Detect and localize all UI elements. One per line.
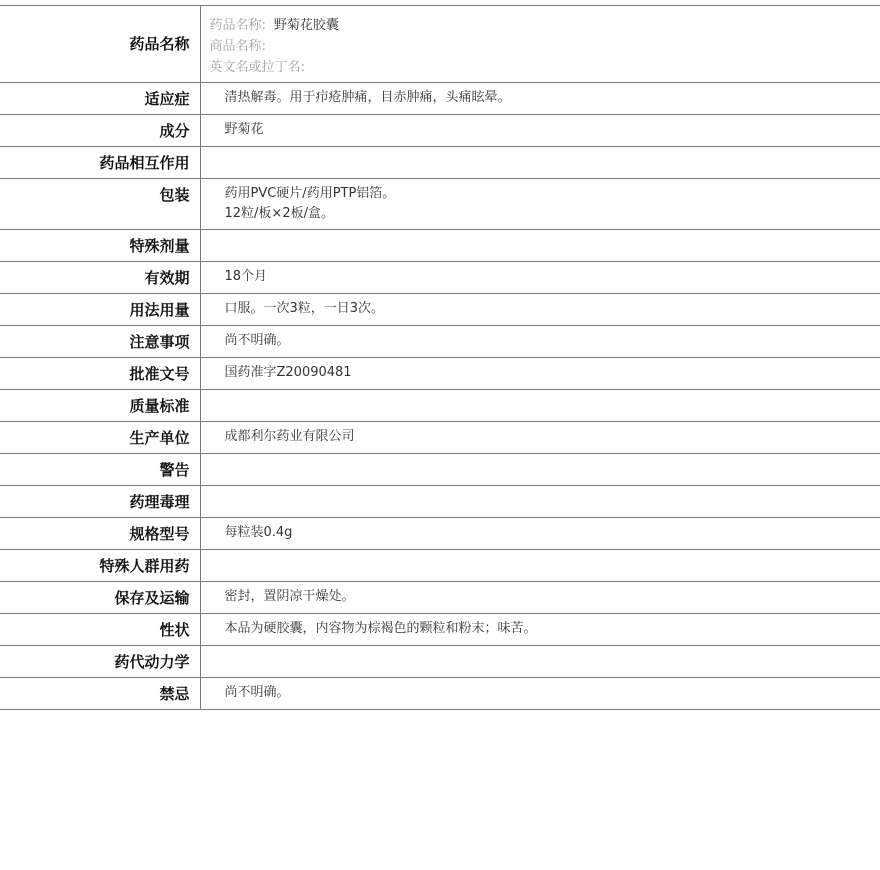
drug-info-table: [0, 5, 880, 710]
row-label: 用法用量: [0, 294, 200, 326]
value-line: 成都利尔药业有限公司: [224, 429, 355, 444]
row-value: [200, 6, 880, 83]
value-line: 清热解毒。用于疖疮肿痛，目赤肿痛，头痛眩晕。: [224, 90, 511, 105]
row-value: [200, 115, 880, 147]
row-shelf-life: [0, 262, 880, 294]
row-label: 有效期: [0, 262, 200, 294]
row-value: [200, 582, 880, 614]
row-quality-standard: [0, 390, 880, 422]
value-line: 尚不明确。: [224, 333, 290, 348]
row-label: 性状: [0, 614, 200, 646]
value-line: 本品为硬胶囊，内容物为棕褐色的颗粒和粉末；味苦。: [224, 621, 537, 636]
row-value: [200, 294, 880, 326]
row-value: [200, 486, 880, 518]
row-value: [200, 678, 880, 710]
row-label: 包装: [0, 179, 200, 230]
row-approval-number: [0, 358, 880, 390]
row-special-populations: [0, 550, 880, 582]
row-value: [200, 646, 880, 678]
row-indications: [0, 83, 880, 115]
value-line: 野菊花: [224, 122, 264, 137]
row-value: [200, 147, 880, 179]
generic-name-line: [210, 15, 880, 36]
trade-name-key: 商品名称:: [209, 39, 266, 54]
row-value: [200, 454, 880, 486]
row-value: [200, 179, 880, 230]
value-line: 国药准字Z20090481: [224, 365, 352, 380]
row-special-dosage: [0, 230, 880, 262]
row-label: 药代动力学: [0, 646, 200, 678]
row-drug-interactions: [0, 147, 880, 179]
row-dosage: [0, 294, 880, 326]
row-contraindications: [0, 678, 880, 710]
row-specification: [0, 518, 880, 550]
english-name-line: [210, 57, 880, 78]
row-storage: [0, 582, 880, 614]
row-drug-name: [0, 6, 880, 83]
row-value: [200, 83, 880, 115]
row-label: 生产单位: [0, 422, 200, 454]
drug-info-table-container: [0, 5, 880, 710]
row-value: [200, 326, 880, 358]
row-description: [0, 614, 880, 646]
row-label: 禁忌: [0, 678, 200, 710]
value-line: 口服。一次3粒，一日3次。: [224, 301, 385, 316]
row-label: 特殊剂量: [0, 230, 200, 262]
row-manufacturer: [0, 422, 880, 454]
row-label: 药品相互作用: [0, 147, 200, 179]
value-line: 尚不明确。: [224, 685, 290, 700]
value-line: 每粒装0.4g: [224, 525, 293, 540]
row-label: 药品名称: [0, 6, 200, 83]
row-value: [200, 358, 880, 390]
row-label: 注意事项: [0, 326, 200, 358]
row-warning: [0, 454, 880, 486]
row-value: [200, 390, 880, 422]
row-value: [200, 262, 880, 294]
row-precautions: [0, 326, 880, 358]
value-line: 18个月: [224, 269, 268, 284]
row-pharmacology: [0, 486, 880, 518]
value-line: 密封，置阴凉干燥处。: [224, 589, 355, 604]
row-label: 特殊人群用药: [0, 550, 200, 582]
row-pharmacokinetics: [0, 646, 880, 678]
value-line: 药用PVC硬片/药用PTP铝箔。: [224, 186, 396, 201]
row-packaging: [0, 179, 880, 230]
trade-name-line: [210, 36, 880, 57]
row-label: 警告: [0, 454, 200, 486]
row-value: [200, 614, 880, 646]
value-line: 12粒/板×2板/盒。: [224, 206, 334, 221]
row-label: 适应症: [0, 83, 200, 115]
row-label: 药理毒理: [0, 486, 200, 518]
generic-name-value: 野菊花胶囊: [273, 18, 339, 33]
row-value: [200, 422, 880, 454]
row-value: [200, 230, 880, 262]
english-name-key: 英文名或拉丁名:: [209, 60, 305, 75]
row-ingredients: [0, 115, 880, 147]
row-value: [200, 518, 880, 550]
row-label: 批准文号: [0, 358, 200, 390]
row-label: 质量标准: [0, 390, 200, 422]
row-label: 规格型号: [0, 518, 200, 550]
row-value: [200, 550, 880, 582]
generic-name-key: 药品名称:: [209, 18, 266, 33]
row-label: 成分: [0, 115, 200, 147]
row-label: 保存及运输: [0, 582, 200, 614]
